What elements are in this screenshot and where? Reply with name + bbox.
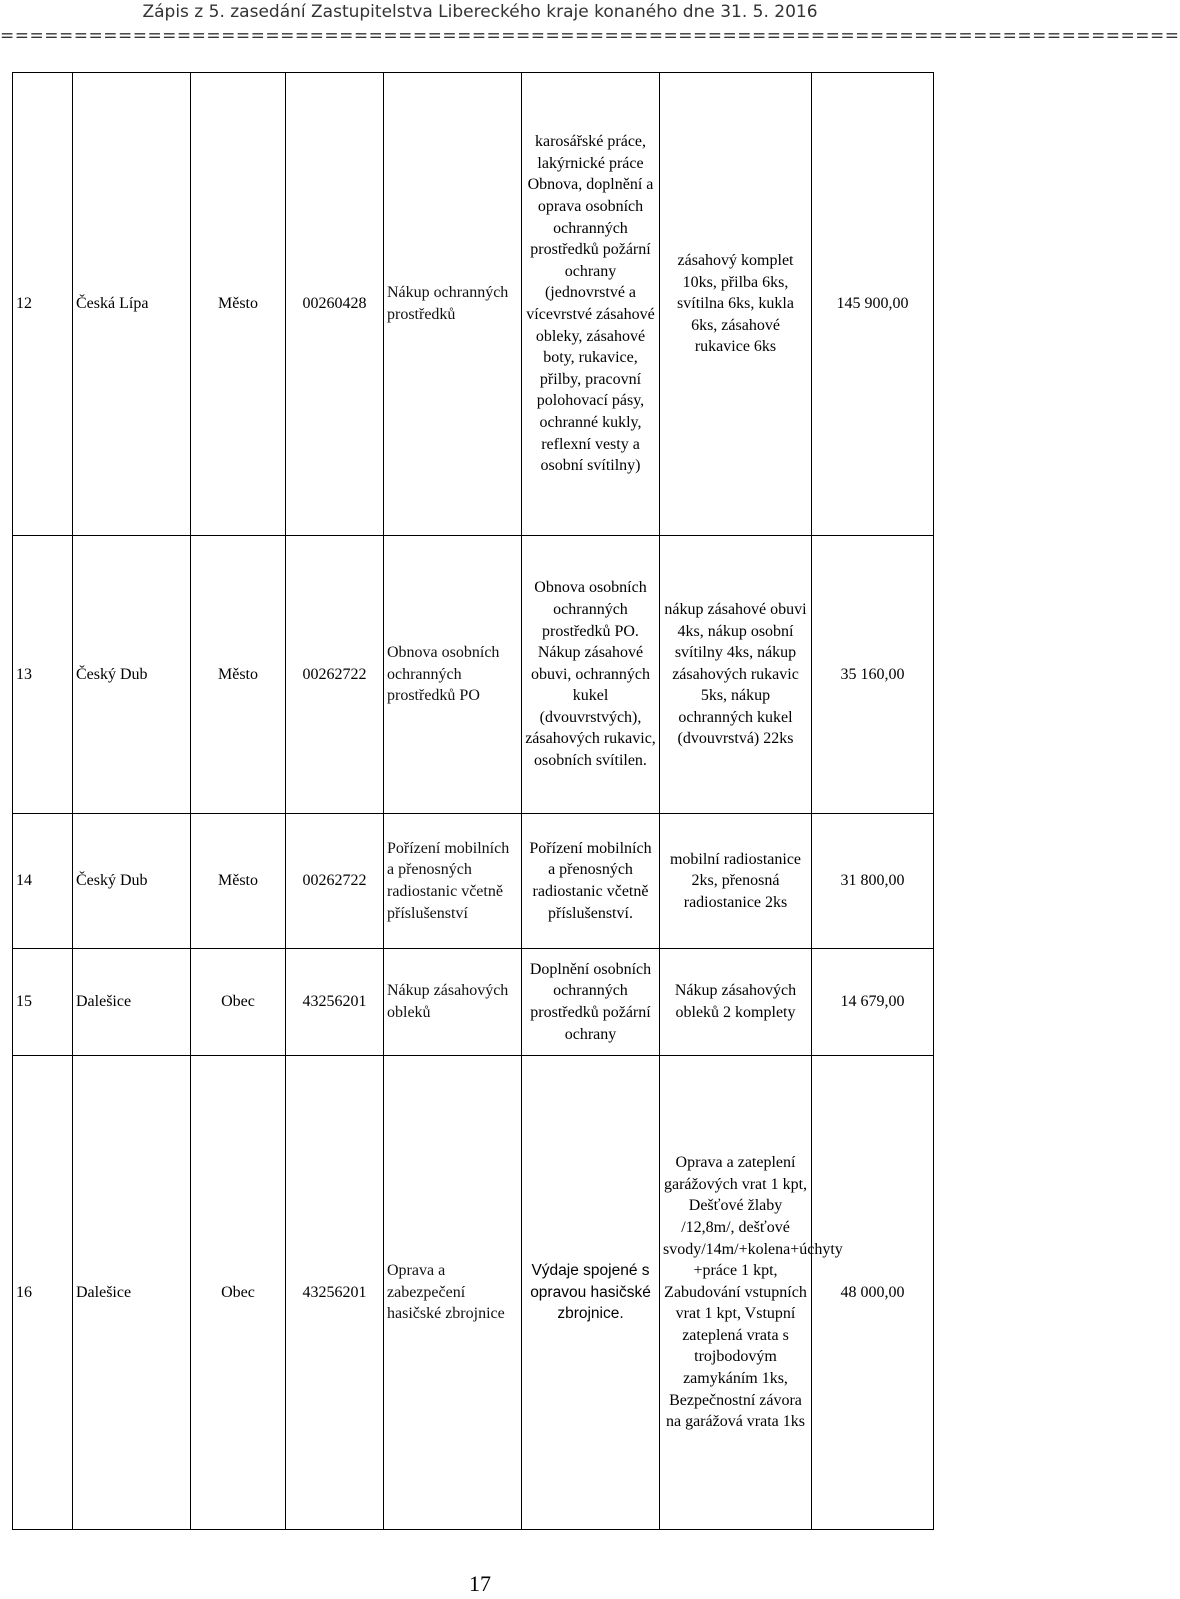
row-number: 14 [13,814,73,949]
applicant-name: Dalešice [73,1056,191,1530]
grant-table [12,72,934,1530]
applicant-type: Obec [191,949,286,1056]
project-purpose: Nákup ochranných prostředků [384,73,522,536]
applicant-type: Město [191,536,286,814]
grant-amount: 35 160,00 [812,536,934,814]
table-row [13,949,934,1056]
table-row [13,814,934,949]
table-row [13,536,934,814]
project-purpose: Nákup zásahových obleků [384,949,522,1056]
grant-amount: 48 000,00 [812,1056,934,1530]
grant-amount: 31 800,00 [812,814,934,949]
project-purpose: Pořízení mobilních a přenosných radiostanic včetně příslušenství [384,814,522,949]
grant-amount: 14 679,00 [812,949,934,1056]
row-number: 16 [13,1056,73,1530]
row-number: 12 [13,73,73,536]
project-purpose: Oprava a zabezpečení hasičské zbrojnice [384,1056,522,1530]
applicant-ico: 43256201 [286,949,384,1056]
project-items: Oprava a zateplení garážových vrat 1 kpt, Dešťové žlaby /12,8m/, dešťové svody/14m/+kolena+úchyty +práce 1 kpt, Zabudování vstupních vrat 1 kpt, Vstupní zateplená vrata s trojbodovým zamykáním 1ks, Bezpečnostní závora na garážová vrata 1ks [660,1056,812,1530]
project-description: Obnova osobních ochranných prostředků PO. Nákup zásahové obuvi, ochranných kukel (dvouvrstvých), zásahových rukavic, osobních svítilen. [522,536,660,814]
project-items: nákup zásahové obuvi 4ks, nákup osobní svítilny 4ks, nákup zásahových rukavic 5ks, nákup ochranných kukel (dvouvrstvá) 22ks [660,536,812,814]
applicant-type: Obec [191,1056,286,1530]
applicant-name: Český Dub [73,536,191,814]
row-number: 13 [13,536,73,814]
table-row [13,73,934,536]
applicant-name: Dalešice [73,949,191,1056]
applicant-name: Česká Lípa [73,73,191,536]
applicant-ico: 00260428 [286,73,384,536]
project-purpose: Obnova osobních ochranných prostředků PO [384,536,522,814]
project-items: zásahový komplet 10ks, přilba 6ks, svítilna 6ks, kukla 6ks, zásahové rukavice 6ks [660,73,812,536]
applicant-ico: 00262722 [286,814,384,949]
project-items: mobilní radiostanice 2ks, přenosná radiostanice 2ks [660,814,812,949]
applicant-name: Český Dub [73,814,191,949]
applicant-type: Město [191,73,286,536]
project-description: Výdaje spojené s opravou hasičské zbrojnice. [522,1056,660,1530]
grant-amount: 145 900,00 [812,73,934,536]
project-description: Doplnění osobních ochranných prostředků požární ochrany [522,949,660,1056]
row-number: 15 [13,949,73,1056]
project-items: Nákup zásahových obleků 2 komplety [660,949,812,1056]
project-description: Pořízení mobilních a přenosných radiostanic včetně příslušenství. [522,814,660,949]
page-number: 17 [469,1571,491,1596]
table-row [13,1056,934,1530]
applicant-ico: 00262722 [286,536,384,814]
header-rule: ================================================================================ [0,26,1180,46]
project-description: karosářské práce, lakýrnické práce Obnova, doplnění a oprava osobních ochranných prostředků požární ochrany (jednovrstvé a vícevrstvé zásahové obleky, zásahové boty, rukavice, přilby, pracovní polohovací pásy, ochranné kukly, reflexní vesty a osobní svítilny) [522,73,660,536]
document-header-title: Zápis z 5. zasedání Zastupitelstva Libereckého kraje konaného dne 31. 5. 2016 [142,2,818,22]
applicant-ico: 43256201 [286,1056,384,1530]
applicant-type: Město [191,814,286,949]
